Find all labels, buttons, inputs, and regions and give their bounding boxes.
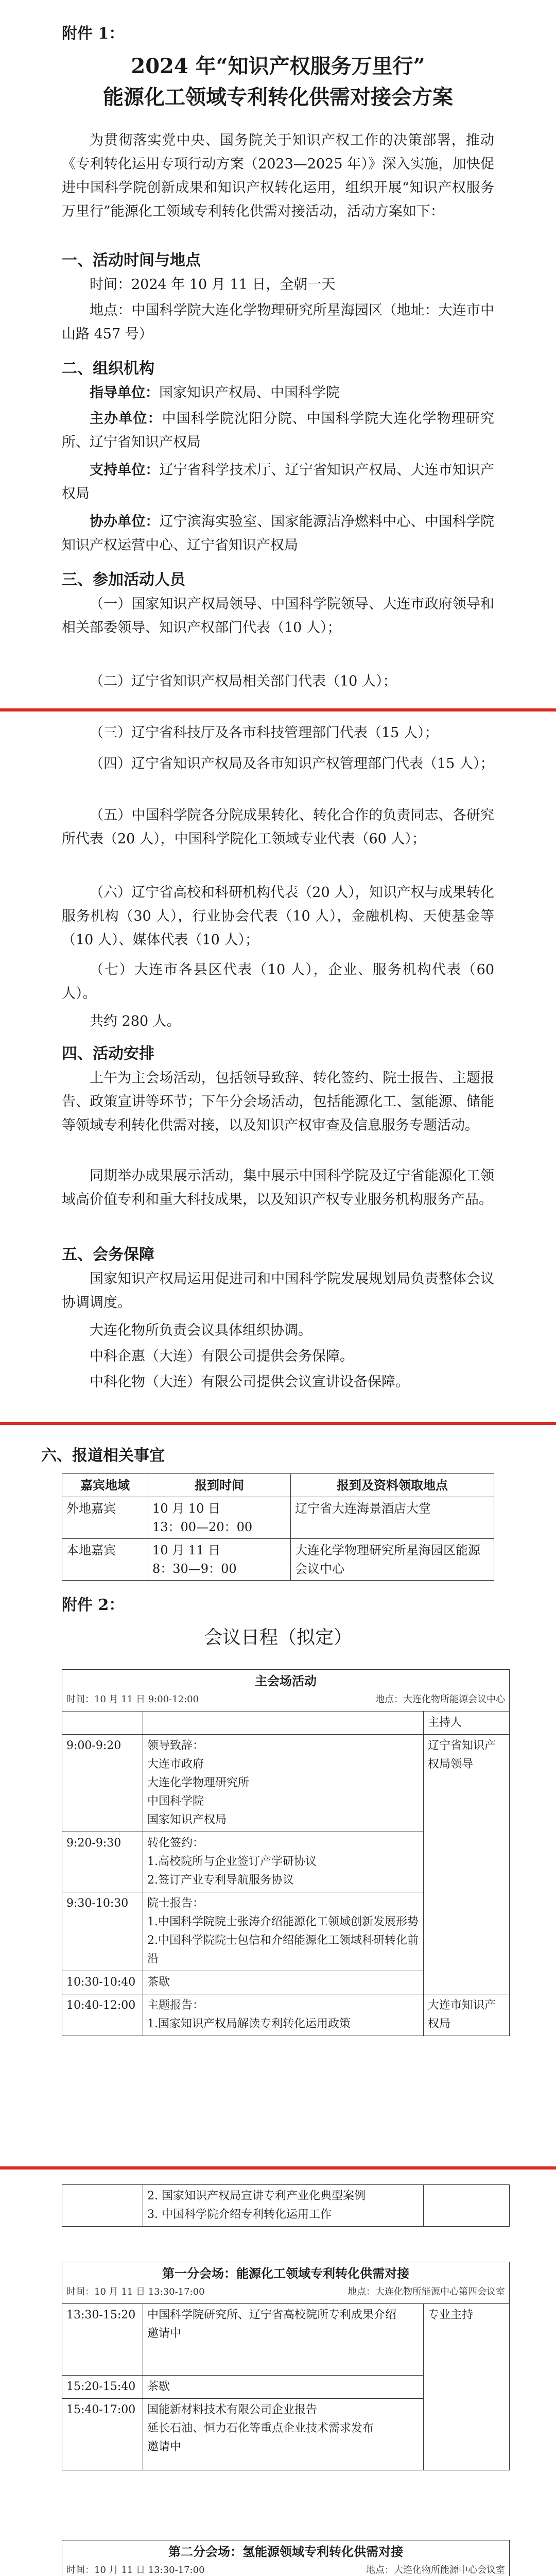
annex1-label: 附件 1： [62, 25, 125, 43]
venue1-table: 第一分会场：能源化工领域专利转化供需对接 时间：10 月 11 日 13:30-17:00 地点：大连化物所能源中心第四会议室 13:30-15:20 中国科学院研究所、辽宁省高校院所专利成果介绍 邀请中 专业主持 15:20-15:40 茶歇 15:40-17:00 国能新材料技术有限公司企业报告 延长石油、恒力石化等重点企业技术需求发布 邀请中 [62, 2262, 510, 2470]
main-venue-continued [62, 2184, 510, 2227]
table-row: 15:40-17:00 国能新材料技术有限公司企业报告 延长石油、恒力石化等重点企业技术需求发布 邀请中 [62, 2399, 510, 2470]
s1-place: 地点：中国科学院大连化学物理研究所星海园区（地址：大连市中山路 457 号） [62, 302, 494, 342]
table-row: 9:30-10:30 院士报告： 1.中国科学院院士张涛介绍能源化工领域创新发展形势 2.中国科学院院士包信和介绍能源化工领域科研转化前沿 [62, 1892, 510, 1971]
s2-row-host: 主办单位：中国科学院沈阳分院、中国科学院大连化学物理研究所、辽宁省知识产权局 [62, 411, 495, 450]
main-venue-time: 时间：10 月 11 日 9:00-12:00 [66, 1694, 199, 1705]
col-place: 报到及资料领取地点 [291, 1474, 494, 1497]
s3-item-3: （三）辽宁省科技厅及各市科技管理部门代表（15 人）； [90, 725, 439, 741]
page-divider-3 [0, 2166, 556, 2170]
table-row [62, 1711, 510, 1735]
s3-item-5: （五）中国科学院各分院成果转化、转化合作的负责同志、各研究所代表（20 人），中国科学院化工领域专业代表（60 人）； [62, 807, 494, 847]
venue2-table: 第二分会场：氢能源领域专利转化供需对接 时间：10 月 11 日 13:30-17:00 地点：大连化物所能源中心会议室 [62, 2540, 510, 2576]
s1-time: 时间：2024 年 10 月 11 日，全朝一天 [90, 277, 336, 293]
col-time: 报到时间 [148, 1474, 291, 1497]
table-row: 10:40-12:00 主题报告： 1.国家知识产权局解读专利转化运用政策 大连市知识产权局 [62, 1994, 510, 2036]
s3-item-6: （六）辽宁省高校和科研机构代表（20 人），知识产权与成果转化服务机构（30 人），行业协会代表（10 人），金融机构、天使基金等（10 人）、媒体代表（10 人）； [62, 885, 494, 948]
table-row: 2. 国家知识产权局宣讲专利产业化典型案例 3. 中国科学院介绍专利转化运用工作 [62, 2185, 510, 2227]
venue1-title: 第一分会场：能源化工领域专利转化供需对接 [162, 2266, 409, 2281]
s5-para-3: 中科企惠（大连）有限公司提供会务保障。 [90, 1348, 354, 1364]
s4-para-2: 同期举办成果展示活动，集中展示中国科学院及辽宁省能源化工领域高价值专利和重大科技成果，以及知识产权专业服务机构服务产品。 [62, 1168, 494, 1208]
venue2-title: 第二分会场：氢能源领域专利转化供需对接 [168, 2545, 403, 2559]
registration-table-header [62, 1474, 494, 1497]
section3-heading: 三、参加活动人员 [62, 571, 185, 589]
annex1-title-line2: 能源化工领域专利转化供需对接会方案 [103, 85, 453, 109]
s2-row-co: 协办单位：辽宁滨海实验室、国家能源洁净燃料中心、中国科学院知识产权运营中心、辽宁省知识产权局 [62, 514, 495, 553]
main-venue-title: 主会场活动 [255, 1674, 317, 1688]
s3-item-7: （七）大连市各县区代表（10 人），企业、服务机构代表（60 人）。 [62, 962, 494, 1002]
s3-item-4: （四）辽宁省知识产权局及各市知识产权管理部门代表（15 人）； [90, 756, 494, 772]
annex1-title-line1: 2024 年“知识产权服务万里行” [131, 54, 425, 78]
section6-heading: 六、报道相关事宜 [41, 1447, 165, 1465]
s3-total: 共约 280 人。 [90, 1013, 181, 1029]
table-row: 本地嘉宾 10 月 11 日 8：30—9：00 大连化学物理研究所星海园区能源会议中心 [62, 1539, 494, 1581]
main-venue-place: 地点：大连化物所能源会议中心 [375, 1694, 505, 1705]
table-row: 15:20-15:40 茶歇 [62, 2376, 510, 2399]
section2-heading: 二、组织机构 [62, 360, 154, 378]
section1-heading: 一、活动时间与地点 [62, 251, 201, 269]
section4-heading: 四、活动安排 [62, 1045, 154, 1063]
s2-row-support: 支持单位：辽宁省科学技术厅、辽宁省知识产权局、大连市知识产权局 [62, 462, 495, 502]
s3-item-1: （一）国家知识产权局领导、中国科学院领导、大连市政府领导和相关部委领导、知识产权部门代表（10 人）； [62, 596, 494, 636]
s5-para-1: 国家知识产权局运用促进司和中国科学院发展规划局负责整体会议协调调度。 [62, 1271, 494, 1311]
s5-para-2: 大连化物所负责会议具体组织协调。 [90, 1323, 312, 1338]
table-row: 13:30-15:20 中国科学院研究所、辽宁省高校院所专利成果介绍 邀请中 专业主持 [62, 2304, 510, 2376]
table-row: 9:00-9:20 领导致辞： 大连市政府 大连化学物理研究所 中国科学院 国家知识产权局 辽宁省知识产权局领导 [62, 1735, 510, 1832]
page-divider-1 [0, 708, 556, 711]
s3-item-2: （二）辽宁省知识产权局相关部门代表（10 人）； [90, 673, 397, 689]
section5-heading: 五、会务保障 [62, 1246, 154, 1264]
registration-table [62, 1473, 494, 1581]
table-row: 10:30-10:40 茶歇 [62, 1971, 510, 1994]
col-region: 嘉宾地域 [62, 1474, 148, 1497]
table-row: 外地嘉宾 10 月 10 日 13：00—20：00 辽宁省大连海景酒店大堂 [62, 1497, 494, 1539]
annex2-label: 附件 2： [62, 1596, 125, 1614]
table-row: 9:20-9:30 转化签约： 1.高校院所与企业签订产学研协议 2.签订产业专利导航服务协议 [62, 1832, 510, 1892]
annex2-title: 会议日程（拟定） [203, 1627, 352, 1648]
s2-row-guide: 指导单位：国家知识产权局、中国科学院 [90, 385, 340, 401]
s5-para-4: 中科化物（大连）有限公司提供会议宣讲设备保障。 [90, 1374, 409, 1390]
s4-para-1: 上午为主会场活动，包括领导致辞、转化签约、院士报告、主题报告、政策宣讲等环节；下午分会场活动，包括能源化工、氢能源、储能等领域专利转化供需对接，以及知识产权审查及信息服务专题活动。 [62, 1070, 494, 1133]
host-header: 主持人 [424, 1711, 510, 1735]
intro-paragraph: 为贯彻落实党中央、国务院关于知识产权工作的决策部署，推动《专利转化运用专项行动方案（2023—2025 年）》深入实施，加快促进中国科学院创新成果和知识产权转化运用，组织开展“知识产权服务万里行”能源化工领域专利转化供需对接活动，活动方案如下： [62, 132, 494, 219]
page-divider-2 [0, 1422, 556, 1425]
main-venue-table [62, 1669, 510, 2036]
